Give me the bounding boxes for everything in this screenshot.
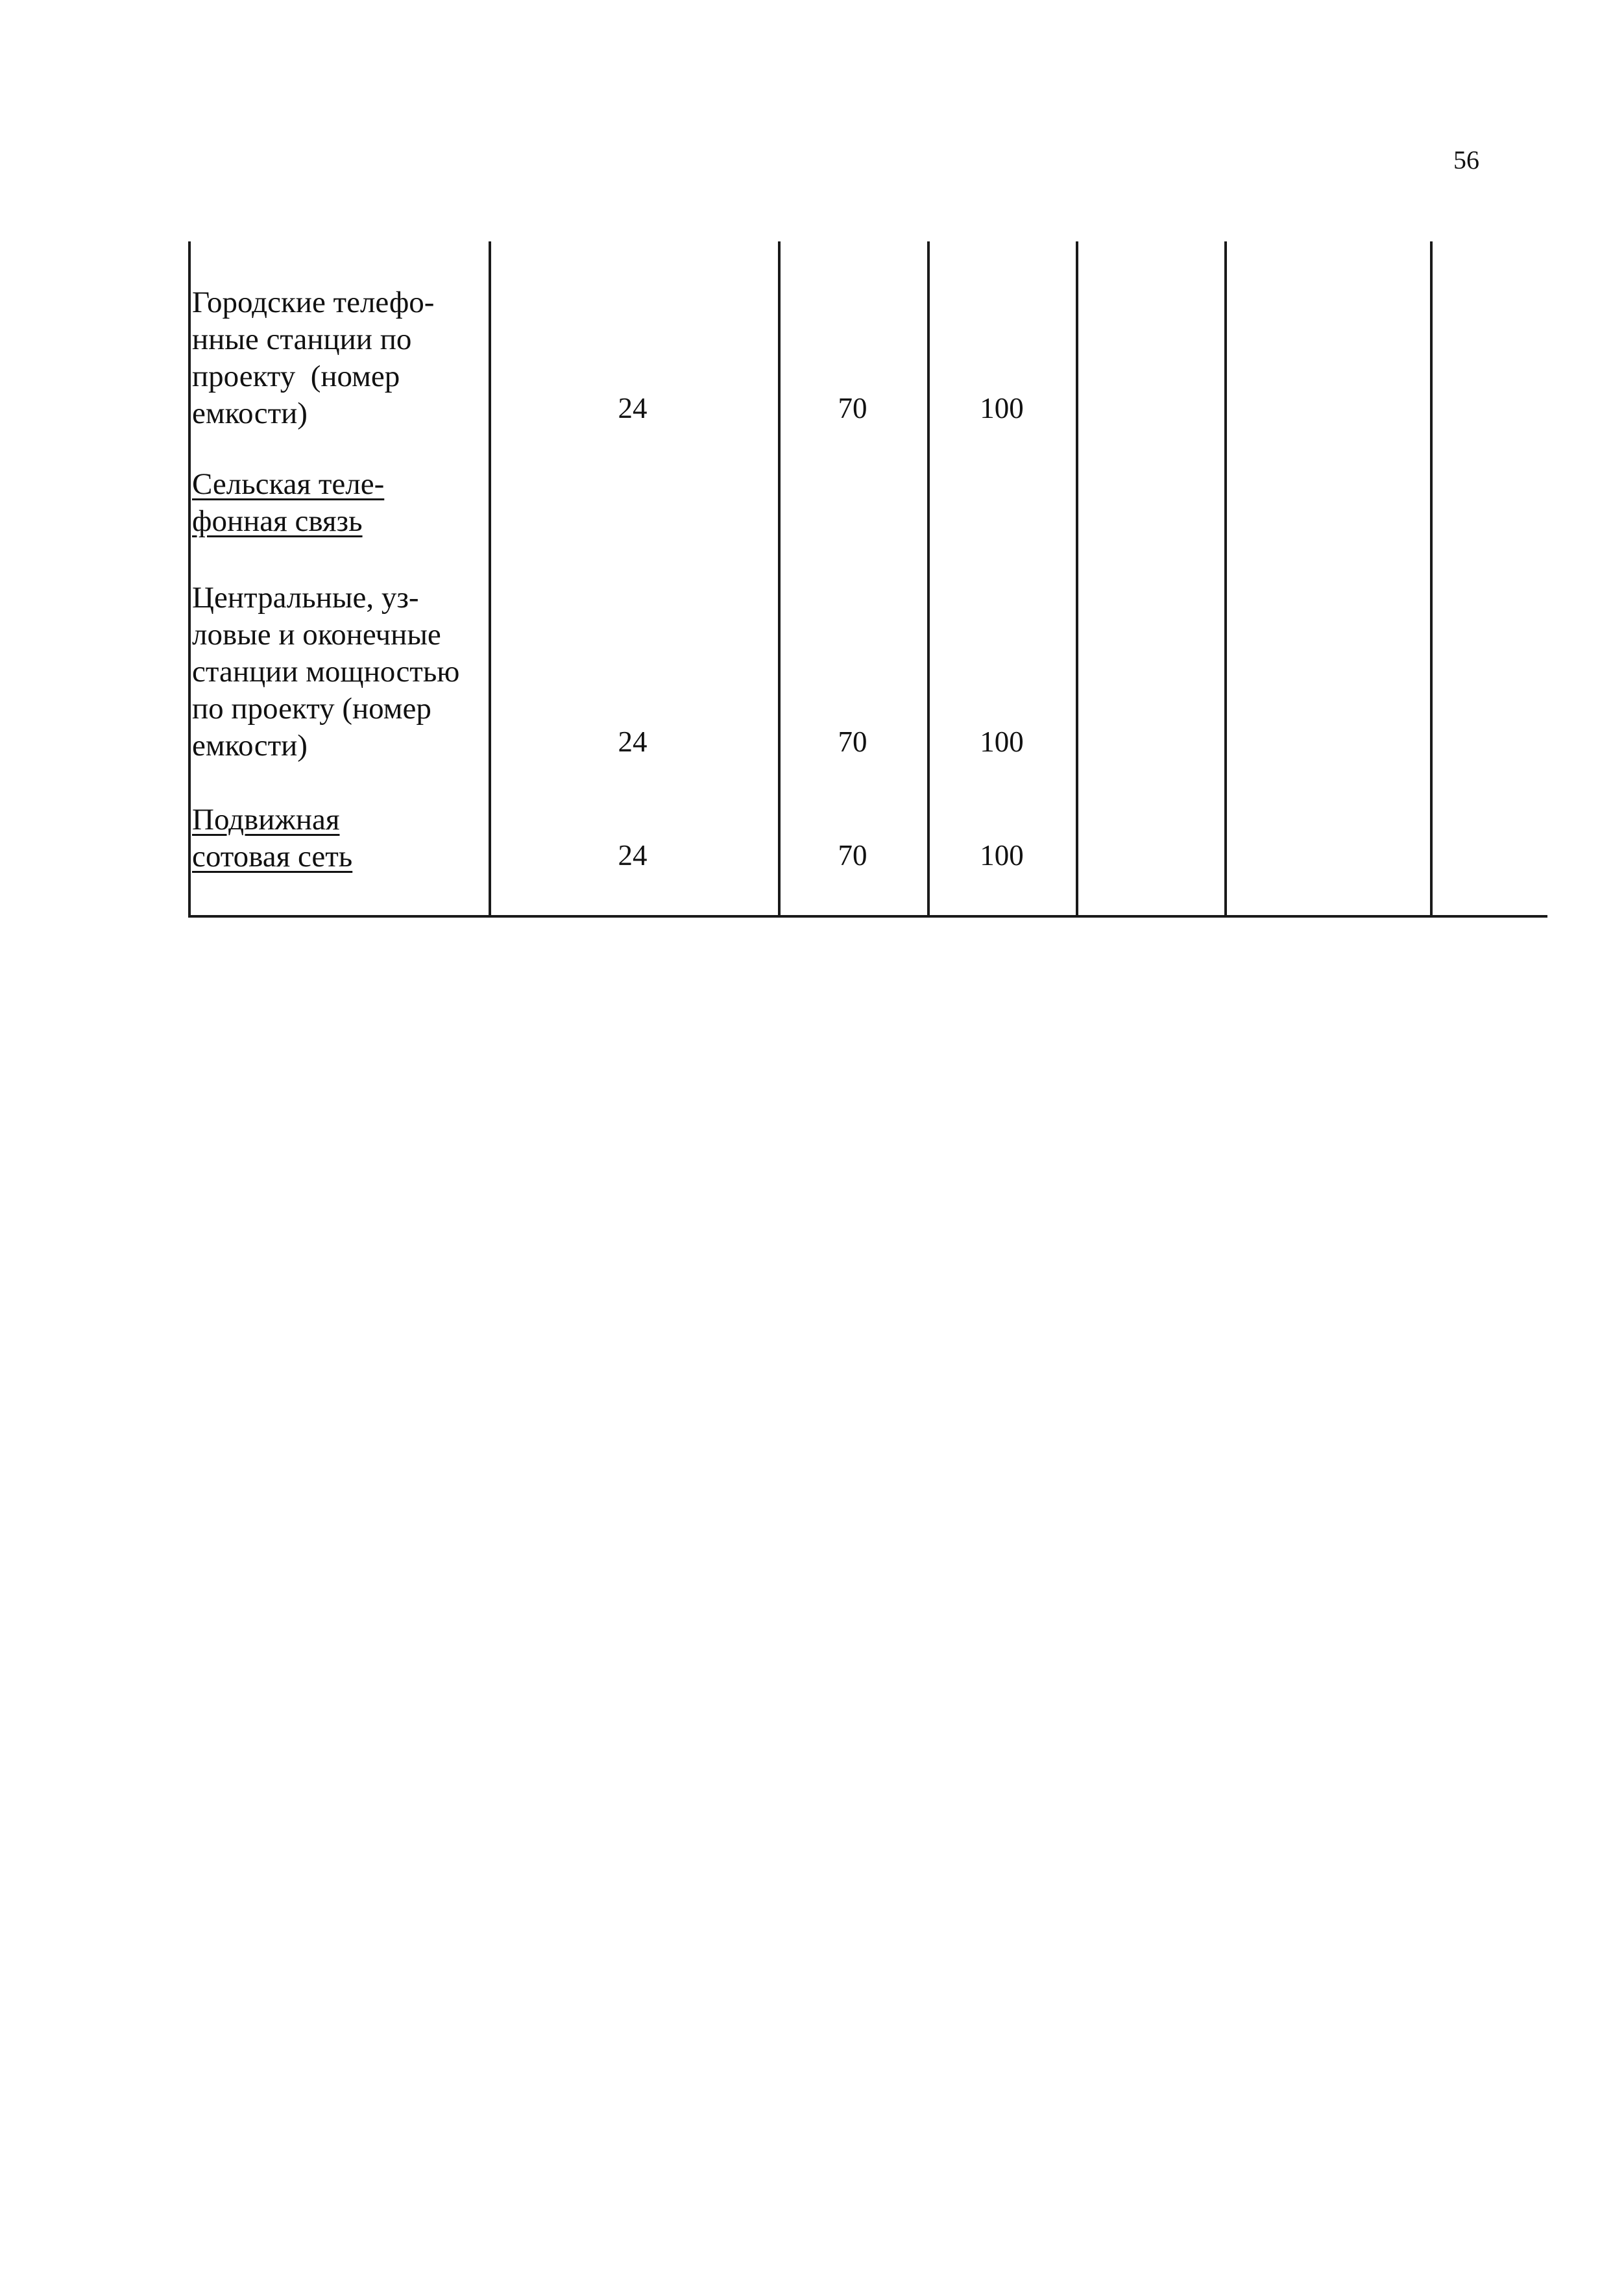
row-label-line: проекту (номер xyxy=(192,360,400,393)
table-bottom-rule xyxy=(188,915,1547,918)
table-cell: 24 xyxy=(618,726,648,758)
table-cell: 24 xyxy=(618,839,648,872)
column-divider xyxy=(1076,241,1078,917)
column-divider xyxy=(188,241,191,917)
page-number: 56 xyxy=(1453,145,1479,175)
table-cell: 100 xyxy=(980,839,1024,872)
row-label-line: по проекту (номер xyxy=(192,692,431,726)
section-heading-mobile-cellular xyxy=(192,801,352,875)
column-divider xyxy=(778,241,781,917)
column-divider xyxy=(1430,241,1433,917)
row-label-line: нные станции по xyxy=(192,323,412,356)
row-label-line: Подвижная xyxy=(192,803,340,837)
table-cell: 70 xyxy=(838,392,867,424)
table-cell: 24 xyxy=(618,392,648,424)
section-heading-rural-telephony xyxy=(192,466,384,540)
table-cell: 70 xyxy=(838,839,867,872)
column-divider xyxy=(1224,241,1227,917)
table-cell: 70 xyxy=(838,726,867,758)
row-label-line: сотовая сеть xyxy=(192,840,353,874)
column-divider xyxy=(489,241,491,917)
row-label-line: Сельская теле- xyxy=(192,467,385,501)
row-label-city-exchanges xyxy=(192,284,434,432)
table-cell: 100 xyxy=(980,726,1024,758)
row-label-line: Центральные, уз- xyxy=(192,581,419,615)
row-label-line: ловые и оконечные xyxy=(192,618,441,652)
row-label-line: фонная связь xyxy=(192,504,363,538)
row-label-line: станции мощностью xyxy=(192,655,460,689)
row-label-line: Городские телефо- xyxy=(192,286,435,319)
row-label-line: емкости) xyxy=(192,729,308,763)
row-label-rural-exchanges xyxy=(192,580,459,764)
table-cell: 100 xyxy=(980,392,1024,424)
column-divider xyxy=(927,241,930,917)
row-label-line: емкости) xyxy=(192,397,308,430)
